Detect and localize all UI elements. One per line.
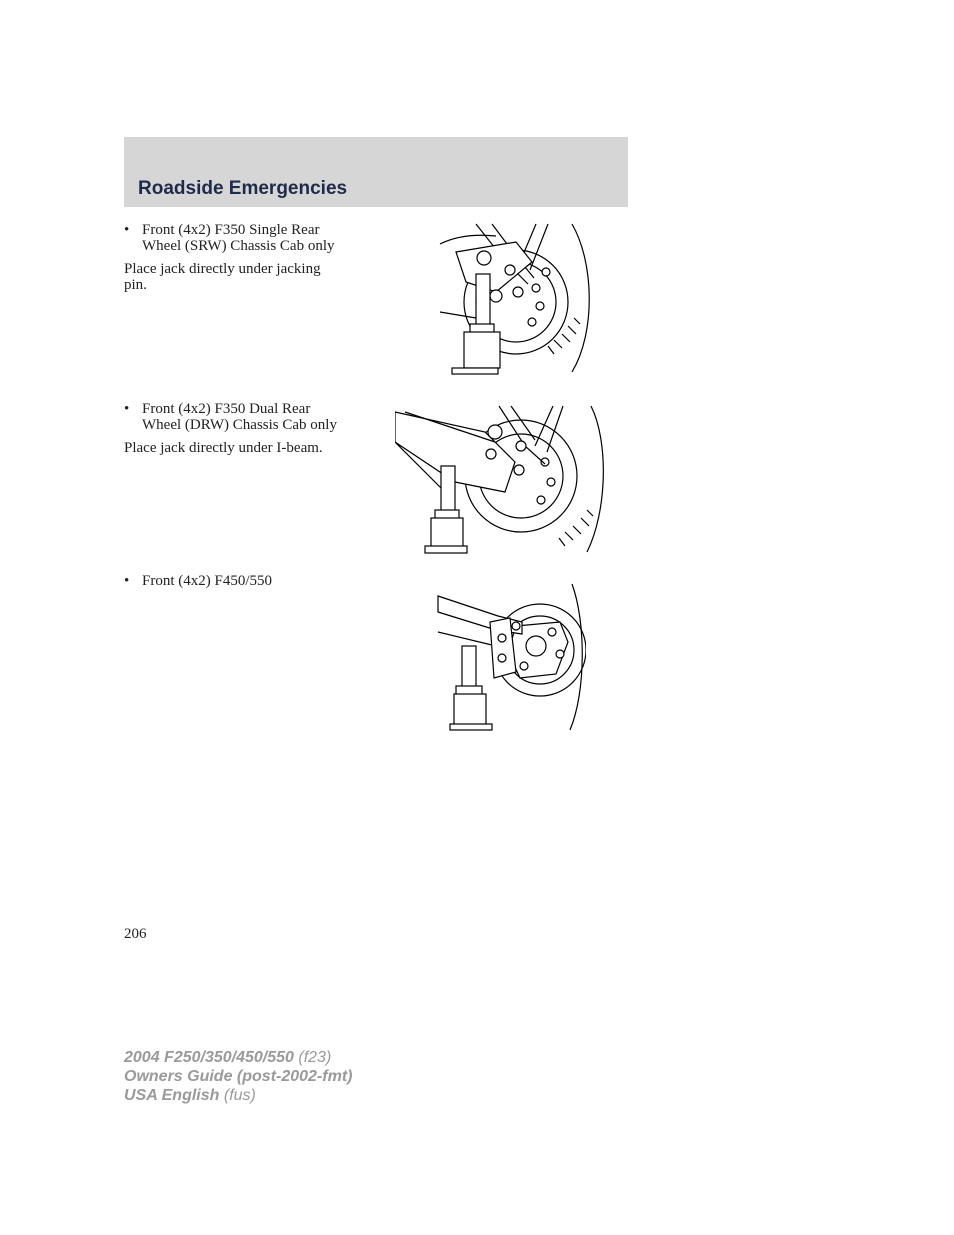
jack-under-i-beam-illustration xyxy=(395,402,605,557)
instruction-line: Place jack directly under jacking xyxy=(124,261,321,277)
instruction-line: Place jack directly under I-beam. xyxy=(124,440,323,456)
document-footer xyxy=(124,1048,352,1105)
footer-language: USA English xyxy=(124,1087,220,1104)
bullet-item xyxy=(124,573,384,589)
section-f450-550 xyxy=(124,573,384,589)
section-title: Roadside Emergencies xyxy=(138,178,348,199)
jack-under-axle-illustration xyxy=(436,582,586,732)
bullet-item xyxy=(124,222,384,254)
bullet-dot: • xyxy=(124,573,130,589)
page-number: 206 xyxy=(124,926,147,942)
bullet-item xyxy=(124,401,384,433)
footer-model-code: (f23) xyxy=(293,1049,332,1066)
bullet-text-line: Wheel (DRW) Chassis Cab only xyxy=(142,417,337,433)
footer-line-3 xyxy=(124,1086,352,1105)
footer-line-2 xyxy=(124,1067,352,1086)
footer-model: 2004 F250/350/450/550 xyxy=(124,1049,294,1066)
bullet-text-line: Front (4x2) F350 Dual Rear xyxy=(142,401,311,417)
instruction-text xyxy=(124,261,384,293)
section-srw xyxy=(124,222,384,293)
footer-guide: Owners Guide (post-2002-fmt) xyxy=(124,1068,353,1085)
instruction-text xyxy=(124,440,384,456)
bullet-text-line: Front (4x2) F350 Single Rear xyxy=(142,222,320,238)
bullet-text-line: Wheel (SRW) Chassis Cab only xyxy=(142,238,335,254)
section-header-band xyxy=(124,137,628,207)
instruction-line: pin. xyxy=(124,277,147,293)
bullet-dot: • xyxy=(124,222,130,238)
section-drw xyxy=(124,401,384,456)
jack-under-jacking-pin-illustration xyxy=(436,222,596,377)
bullet-dot: • xyxy=(124,401,130,417)
footer-language-code: (fus) xyxy=(219,1087,256,1104)
bullet-text-line: Front (4x2) F450/550 xyxy=(142,573,273,589)
footer-line-1 xyxy=(124,1048,352,1067)
